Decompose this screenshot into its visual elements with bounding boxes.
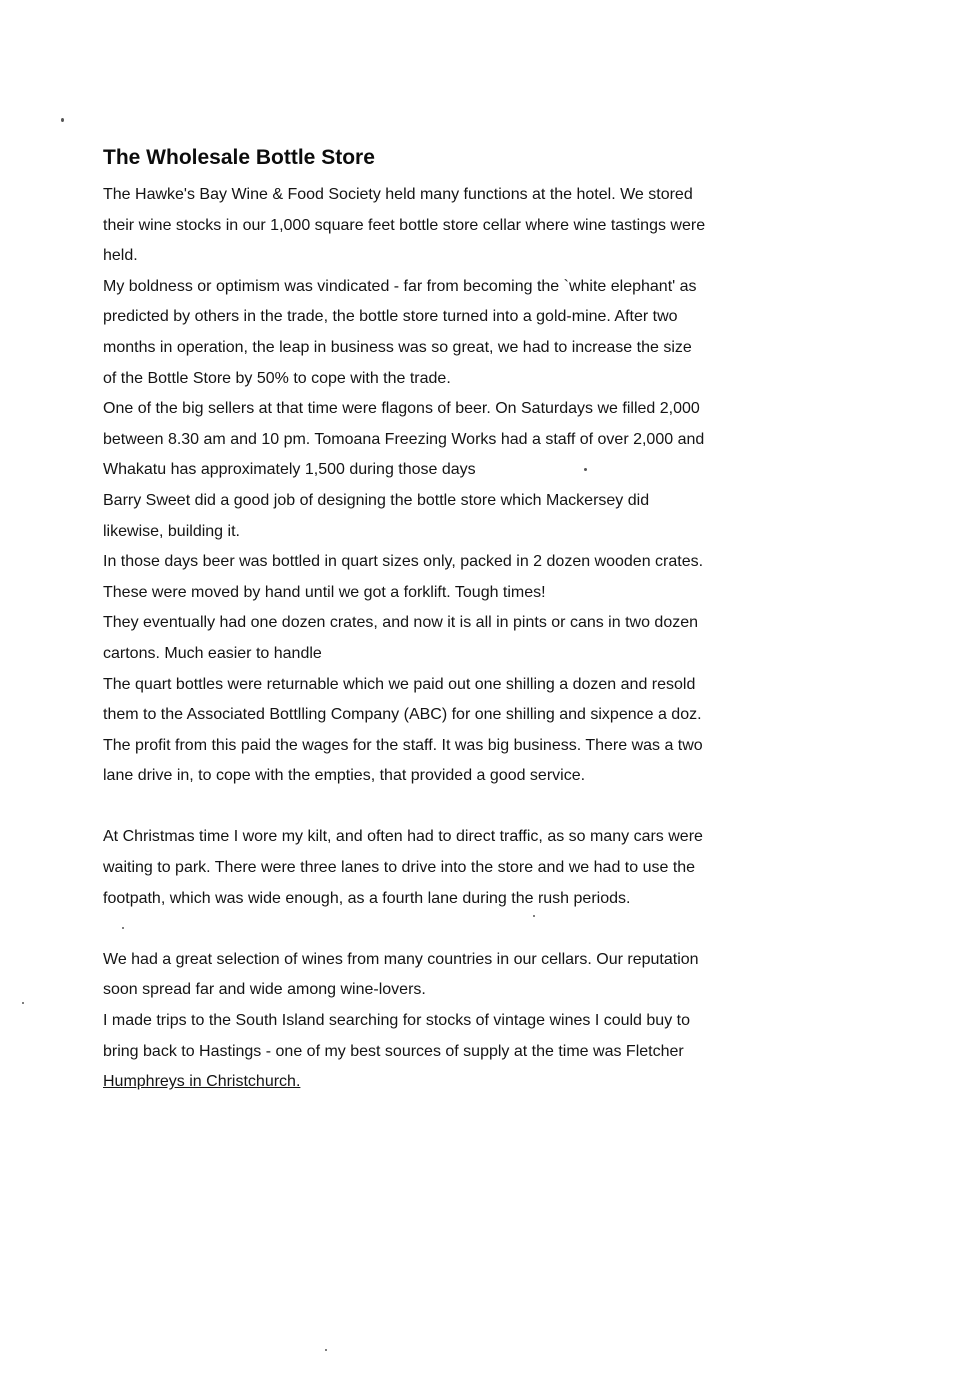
text-line: At Christmas time I wore my kilt, and often had to direct traffic, as so many cars were [103, 828, 703, 846]
text-line: One of the big sellers at that time were flagons of beer. On Saturdays we filled 2,000 [103, 400, 700, 418]
text-line: of the Bottle Store by 50% to cope with the trade. [103, 369, 451, 387]
text-line: between 8.30 am and 10 pm. Tomoana Freezing Works had a staff of over 2,000 and [103, 430, 705, 448]
paragraph-gap [103, 914, 823, 945]
text-line: held. [103, 247, 138, 265]
text-line: waiting to park. There were three lanes to drive into the store and we had to use the [103, 859, 696, 877]
text-line: cartons. Much easier to handle [103, 644, 322, 662]
body-text [103, 180, 823, 1098]
text-line: They eventually had one dozen crates, and now it is all in pints or cans in two dozen [103, 614, 699, 632]
text-line: their wine stocks in our 1,000 square feet bottle store cellar where wine tastings were [103, 216, 706, 234]
scan-speck [584, 468, 587, 471]
paragraph-gap [103, 792, 823, 823]
scan-speck [122, 927, 124, 929]
text-line: lane drive in, to cope with the empties, that provided a good service. [103, 767, 586, 785]
text-line: In those days beer was bottled in quart sizes only, packed in 2 dozen wooden crates. [103, 553, 704, 571]
text-line: My boldness or optimism was vindicated - far from becoming the `white elephant' as [103, 277, 697, 295]
text-line: We had a great selection of wines from many countries in our cellars. Our reputation [103, 950, 699, 968]
text-line: footpath, which was wide enough, as a fourth lane during the rush periods. [103, 889, 631, 907]
text-line: Whakatu has approximately 1,500 during those days [103, 461, 476, 479]
text-line: Humphreys in Christchurch. [103, 1073, 301, 1091]
text-line: them to the Associated Bottlling Company (ABC) for one shilling and sixpence a doz. [103, 706, 702, 724]
text-line: soon spread far and wide among wine-lovers. [103, 981, 426, 999]
text-line: bring back to Hastings - one of my best sources of supply at the time was Fletcher [103, 1042, 684, 1060]
text-line: likewise, building it. [103, 522, 240, 540]
text-line: The profit from this paid the wages for the staff. It was big business. There was a two [103, 736, 703, 754]
page-title: The Wholesale Bottle Store [103, 146, 375, 169]
text-line: The quart bottles were returnable which we paid out one shilling a dozen and resold [103, 675, 696, 693]
scan-speck [325, 1349, 327, 1351]
scan-speck [61, 118, 64, 122]
text-line: I made trips to the South Island searching for stocks of vintage wines I could buy to [103, 1012, 690, 1030]
text-line: These were moved by hand until we got a forklift. Tough times! [103, 583, 546, 601]
scan-speck [533, 915, 535, 917]
text-line: Barry Sweet did a good job of designing the bottle store which Mackersey did [103, 491, 650, 509]
text-line: The Hawke's Bay Wine & Food Society held many functions at the hotel. We stored [103, 186, 693, 203]
text-line: months in operation, the leap in business was so great, we had to increase the size [103, 338, 692, 356]
text-line: predicted by others in the trade, the bottle store turned into a gold-mine. After two [103, 308, 678, 326]
scan-speck [22, 1002, 24, 1004]
